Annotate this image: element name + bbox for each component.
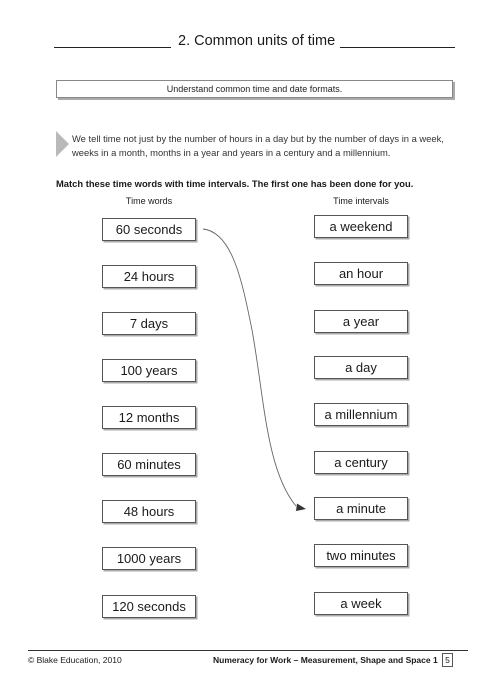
time-word-box[interactable]: 60 minutes	[102, 453, 196, 476]
time-interval-box[interactable]: an hour	[314, 262, 408, 285]
intro-paragraph: We tell time not just by the number of hours in a day but by the number of days in a week, weeks in a month, months in a year and years in a century and a millennium.	[72, 133, 444, 158]
time-word-box[interactable]: 24 hours	[102, 265, 196, 288]
time-interval-box[interactable]: a year	[314, 310, 408, 333]
column-heading-time-intervals: Time intervals	[333, 196, 389, 206]
footer-rule	[28, 650, 468, 651]
time-interval-box[interactable]: a week	[314, 592, 408, 615]
copyright-text: © Blake Education, 2010	[28, 655, 122, 665]
time-interval-box[interactable]: a day	[314, 356, 408, 379]
time-interval-box[interactable]: two minutes	[314, 544, 408, 567]
page-number: 5	[442, 653, 453, 667]
book-title: Numeracy for Work – Measurement, Shape and Space 1	[213, 655, 438, 665]
time-word-box[interactable]: 100 years	[102, 359, 196, 382]
arrowhead-icon	[296, 504, 306, 512]
time-word-box[interactable]: 60 seconds	[102, 218, 196, 241]
column-heading-time-words: Time words	[125, 196, 173, 206]
objective-box: Understand common time and date formats.	[56, 80, 453, 98]
time-word-box[interactable]: 120 seconds	[102, 595, 196, 618]
time-interval-box[interactable]: a minute	[314, 497, 408, 520]
time-word-box[interactable]: 7 days	[102, 312, 196, 335]
time-interval-box[interactable]: a weekend	[314, 215, 408, 238]
time-interval-box[interactable]: a century	[314, 451, 408, 474]
page-title: 2. Common units of time	[178, 33, 336, 49]
time-interval-box[interactable]: a millennium	[314, 403, 408, 426]
time-word-box[interactable]: 12 months	[102, 406, 196, 429]
time-word-box[interactable]: 48 hours	[102, 500, 196, 523]
instruction-text: Match these time words with time intervals. The first one has been done for you.	[56, 178, 414, 189]
example-match-line	[203, 229, 296, 506]
time-word-box[interactable]: 1000 years	[102, 547, 196, 570]
